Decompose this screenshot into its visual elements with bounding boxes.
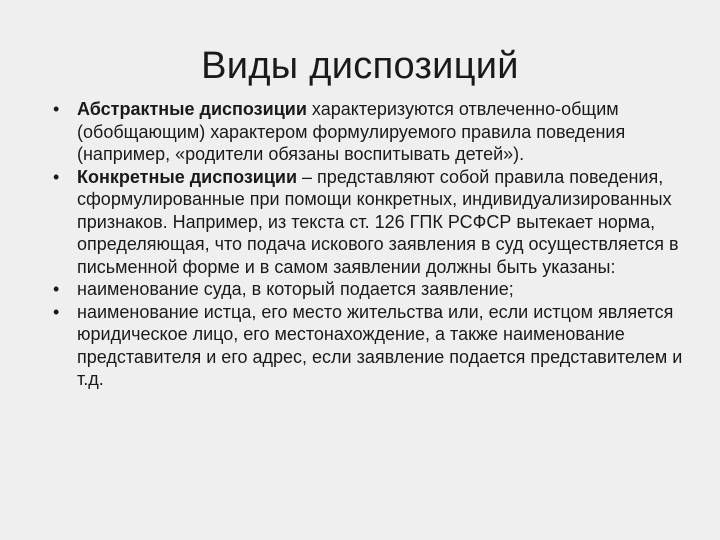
bullet-item-court-name xyxy=(50,278,690,301)
bullet-item-plaintiff-name xyxy=(50,301,690,391)
slide-title: Виды диспозиций xyxy=(201,45,519,87)
bullet-dot-icon: • xyxy=(53,166,60,187)
bullet-dot-icon: • xyxy=(53,279,60,299)
bullet-text: наименование суда, в который подается заявление; xyxy=(77,279,514,299)
bullet-text: наименование истца, его место жительства или, если истцом является юридическое лицо, его местонахождение, а также наименование представителя и его адрес, если заявление подается представителем и т.д. xyxy=(77,301,683,389)
bullet-text: характеризуются отвлеченно-общим (обобщающим) характером формулируемого правила поведения (например, «родители обязаны воспитывать детей»). xyxy=(77,99,626,164)
bullet-text: – представляют собой правила поведения, сформулированные при помощи конкретных, индивидуализированных признаков. Например, из текста ст. 126 ГПК РСФСР вытекает норма, определяющая, что подача искового заявления в суд осуществляется в письменной форме и в самом заявлении должны быть указаны: xyxy=(77,166,679,277)
bullet-item-abstract-dispositions xyxy=(50,98,690,166)
bullet-term: Абстрактные диспозиции xyxy=(77,99,307,119)
bullet-item-concrete-dispositions xyxy=(50,166,690,279)
bullet-list xyxy=(50,98,690,391)
bullet-dot-icon: • xyxy=(53,99,60,119)
bullet-term: Конкретные диспозиции xyxy=(77,166,298,187)
bullet-dot-icon: • xyxy=(53,301,60,322)
